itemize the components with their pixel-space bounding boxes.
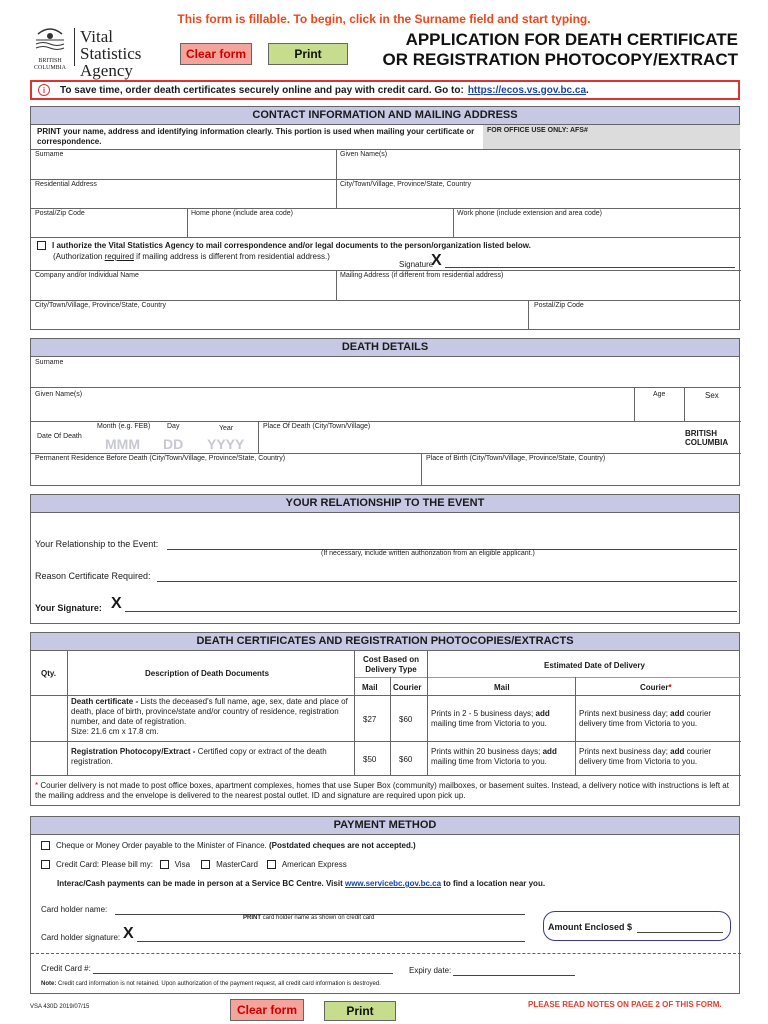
given-names-field[interactable] bbox=[337, 149, 741, 179]
sex-field[interactable] bbox=[685, 387, 741, 421]
card-holder-signature-line[interactable] bbox=[137, 941, 525, 942]
info-icon: i bbox=[38, 84, 50, 96]
province-name: BRITISH COLUMBIA bbox=[33, 58, 66, 71]
place-of-death-label: Place Of Death (City/Town/Village) bbox=[263, 423, 371, 430]
authorize-note: (Authorization required if mailing address is different from residential address.) bbox=[53, 252, 330, 261]
death-heading: DEATH DETAILS bbox=[31, 339, 739, 357]
qty-header: Qty. bbox=[41, 669, 56, 678]
certificates-heading: DEATH CERTIFICATES AND REGISTRATION PHOTOCOPIES/EXTRACTS bbox=[31, 633, 739, 651]
print-button-bottom[interactable]: Print bbox=[324, 1001, 396, 1021]
certificates-section bbox=[30, 632, 740, 806]
place-of-death-field[interactable] bbox=[259, 421, 679, 453]
photocopy-mail-cost: $50 bbox=[363, 755, 377, 764]
deceased-given-label: Given Name(s) bbox=[35, 391, 83, 398]
month-label: Month (e.g. FEB) bbox=[97, 423, 151, 430]
work-phone-label: Work phone (include extension and area code) bbox=[457, 210, 603, 217]
bc-crest-icon bbox=[30, 26, 70, 56]
delivery-courier-header: Courier* bbox=[640, 683, 672, 692]
city2-field[interactable] bbox=[31, 300, 528, 330]
age-field[interactable] bbox=[635, 387, 684, 421]
contact-heading: CONTACT INFORMATION AND MAILING ADDRESS bbox=[31, 107, 739, 125]
day-label: Day bbox=[167, 423, 180, 430]
residential-address-label: Residential Address bbox=[35, 181, 97, 188]
your-signature-line[interactable] bbox=[125, 611, 737, 612]
death-details-section bbox=[30, 338, 740, 486]
form-title: APPLICATION FOR DEATH CERTIFICATE OR REGISTRATION PHOTOCOPY/EXTRACT bbox=[382, 30, 738, 69]
company-label: Company and/or Individual Name bbox=[35, 272, 139, 279]
contact-intro: PRINT your name, address and identifying information clearly. This portion is used when mailing your certificate or correspondence. bbox=[37, 127, 475, 146]
delivery-mail-header: Mail bbox=[494, 683, 510, 692]
city-label: City/Town/Village, Province/State, Country bbox=[340, 181, 471, 188]
card-holder-signature-x: X bbox=[123, 925, 134, 942]
bc-logo bbox=[30, 26, 170, 80]
cheque-checkbox[interactable] bbox=[41, 841, 50, 850]
cost-mail-header: Mail bbox=[362, 683, 378, 692]
clear-form-button[interactable]: Clear form bbox=[180, 43, 252, 65]
office-use-box: FOR OFFICE USE ONLY: AFS# bbox=[483, 125, 740, 149]
postal-code-label: Postal/Zip Code bbox=[35, 210, 85, 217]
cost-courier-header: Courier bbox=[393, 683, 422, 692]
estimated-header: Estimated Date of Delivery bbox=[544, 661, 645, 670]
expiry-label: Expiry date: bbox=[409, 966, 452, 975]
deceased-surname-field[interactable] bbox=[31, 357, 741, 387]
certificate-courier-cost: $60 bbox=[399, 715, 413, 724]
photocopy-mail-time: Prints within 20 business days; add mailing time from Victoria to you. bbox=[431, 747, 557, 766]
relationship-label: Your Relationship to the Event: bbox=[35, 539, 159, 549]
payment-section bbox=[30, 816, 740, 994]
residence-field[interactable] bbox=[31, 453, 421, 486]
photocopy-courier-cost: $60 bbox=[399, 755, 413, 764]
residence-label: Permanent Residence Before Death (City/Town/Village, Province/State, Country) bbox=[35, 455, 286, 462]
certificate-courier-time: Prints next business day; add courier delivery time from Victoria to you. bbox=[579, 709, 712, 728]
photocopy-courier-time: Prints next business day; add courier delivery time from Victoria to you. bbox=[579, 747, 712, 766]
clear-form-button-bottom[interactable]: Clear form bbox=[230, 999, 304, 1021]
qty-certificate-field[interactable] bbox=[33, 697, 65, 739]
form-code: VSA 430D 2019/07/15 bbox=[30, 1004, 90, 1010]
reason-label: Reason Certificate Required: bbox=[35, 571, 151, 581]
qty-photocopy-field[interactable] bbox=[33, 743, 65, 773]
day-field[interactable]: DD bbox=[163, 436, 184, 452]
card-holder-note: PRINT card holder name as shown on credit card bbox=[243, 915, 375, 921]
city-field[interactable] bbox=[337, 179, 741, 208]
signature-label: Signature bbox=[399, 260, 434, 269]
description-header: Description of Death Documents bbox=[145, 669, 270, 678]
mailing-address-field[interactable] bbox=[337, 270, 741, 300]
card-holder-signature-label: Card holder signature: bbox=[41, 933, 121, 942]
amex-checkbox[interactable] bbox=[267, 860, 276, 869]
amount-enclosed-label: Amount Enclosed $ bbox=[548, 922, 633, 932]
authorize-row: I authorize the Vital Statistics Agency to mail correspondence and/or legal documents to the person/organization listed below. bbox=[37, 241, 531, 250]
print-button[interactable]: Print bbox=[268, 43, 348, 65]
age-label: Age bbox=[653, 391, 666, 398]
credit-card-checkbox[interactable] bbox=[41, 860, 50, 869]
page-two-notes: PLEASE READ NOTES ON PAGE 2 OF THIS FORM. bbox=[528, 1000, 722, 1009]
deceased-given-field[interactable] bbox=[31, 387, 634, 421]
given-names-label: Given Name(s) bbox=[340, 151, 388, 158]
agency-name: Vital Statistics Agency bbox=[80, 27, 142, 80]
fillable-notice: This form is fillable. To begin, click in the Surname field and start typing. bbox=[177, 12, 591, 26]
authorize-signature-line[interactable] bbox=[445, 267, 735, 268]
certificate-mail-cost: $27 bbox=[363, 715, 377, 724]
surname-label: Surname bbox=[35, 151, 64, 158]
surname-field[interactable] bbox=[31, 149, 336, 179]
your-signature-x: X bbox=[111, 595, 122, 612]
interac-note: Interac/Cash payments can be made in person at a Service BC Centre. Visit www.servicebc.gov.bc.ca to find a location near you. bbox=[57, 879, 546, 888]
mailing-address-label: Mailing Address (if different from residential address) bbox=[340, 272, 504, 279]
sex-label: Sex bbox=[705, 391, 719, 400]
servicebc-link[interactable]: www.servicebc.gov.bc.ca bbox=[344, 879, 442, 888]
city2-label: City/Town/Village, Province/State, Country bbox=[35, 302, 166, 309]
expiry-field[interactable] bbox=[453, 975, 575, 976]
credit-card-note: Note: Credit card information is not retained. Upon authorization of the payment request, all credit card information is destroyed. bbox=[41, 981, 381, 987]
relationship-heading: YOUR RELATIONSHIP TO THE EVENT bbox=[31, 495, 739, 513]
payment-heading: PAYMENT METHOD bbox=[31, 817, 739, 835]
card-holder-name-label: Card holder name: bbox=[41, 905, 108, 914]
relationship-section bbox=[30, 494, 740, 624]
signature-x: X bbox=[431, 252, 442, 269]
online-order-alert: i To save time, order death certificates securely online and pay with credit card. Go to: https://ecos.vs.gov.bc.ca . bbox=[30, 80, 740, 100]
credit-card-number-field[interactable] bbox=[93, 973, 393, 974]
month-field[interactable]: MMM bbox=[105, 436, 140, 452]
certificate-mail-time: Prints in 2 - 5 business days; add mailing time from Victoria to you. bbox=[431, 709, 550, 728]
certificate-description: Death certificate - Lists the deceased's full name, age, sex, date and place of death, place of birth, province/state and/or country of residence, registration number, and date of registration. Size: 21.6 cm x 17.8 cm. bbox=[71, 697, 348, 736]
date-of-death-label: Date Of Death bbox=[37, 433, 82, 440]
amount-enclosed-box[interactable] bbox=[543, 911, 731, 941]
ecos-link[interactable]: https://ecos.vs.gov.bc.ca bbox=[467, 84, 587, 96]
work-phone-field[interactable] bbox=[454, 208, 741, 237]
company-field[interactable] bbox=[31, 270, 336, 300]
cost-header: Cost Based on Delivery Type bbox=[362, 655, 419, 674]
birthplace-label: Place of Birth (City/Town/Village, Province/State, Country) bbox=[426, 455, 606, 462]
mastercard-checkbox[interactable] bbox=[201, 860, 210, 869]
reason-field[interactable] bbox=[157, 581, 737, 582]
contact-section bbox=[30, 106, 740, 330]
credit-card-option: Credit Card: Please bill my: Visa MasterCard American Express bbox=[41, 860, 347, 869]
credit-card-number-label: Credit Card #: bbox=[41, 964, 91, 973]
visa-checkbox[interactable] bbox=[160, 860, 169, 869]
year-field[interactable]: YYYY bbox=[207, 436, 245, 452]
photocopy-description: Registration Photocopy/Extract - Certified copy or extract of the death registration. bbox=[71, 747, 327, 766]
year-label: Year bbox=[219, 425, 234, 432]
relationship-note: (If necessary, include written authorization from an eligible applicant.) bbox=[321, 550, 535, 557]
birthplace-field[interactable] bbox=[422, 453, 741, 486]
your-signature-label: Your Signature: bbox=[35, 603, 102, 613]
residential-address-field[interactable] bbox=[31, 179, 336, 208]
deceased-surname-label: Surname bbox=[35, 359, 64, 366]
postal-code-field[interactable] bbox=[31, 208, 187, 237]
authorize-checkbox[interactable] bbox=[37, 241, 46, 250]
postal2-label: Postal/Zip Code bbox=[534, 302, 584, 309]
home-phone-field[interactable] bbox=[188, 208, 453, 237]
bc-label: BRITISH COLUMBIA bbox=[685, 429, 729, 447]
cheque-option: Cheque or Money Order payable to the Minister of Finance. (Postdated cheques are not accepted.) bbox=[41, 841, 416, 850]
courier-footnote: * Courier delivery is not made to post office boxes, apartment complexes, homes that use Super Box (community) mailboxes, or basement suites. Instead, a delivery notice with instructions is left at the mailing address and the envelope is delivered to the nearest postal outlet. ID and signature are required upon pick up. bbox=[35, 781, 729, 800]
home-phone-label: Home phone (include area code) bbox=[191, 210, 293, 217]
postal2-field[interactable] bbox=[529, 300, 741, 330]
